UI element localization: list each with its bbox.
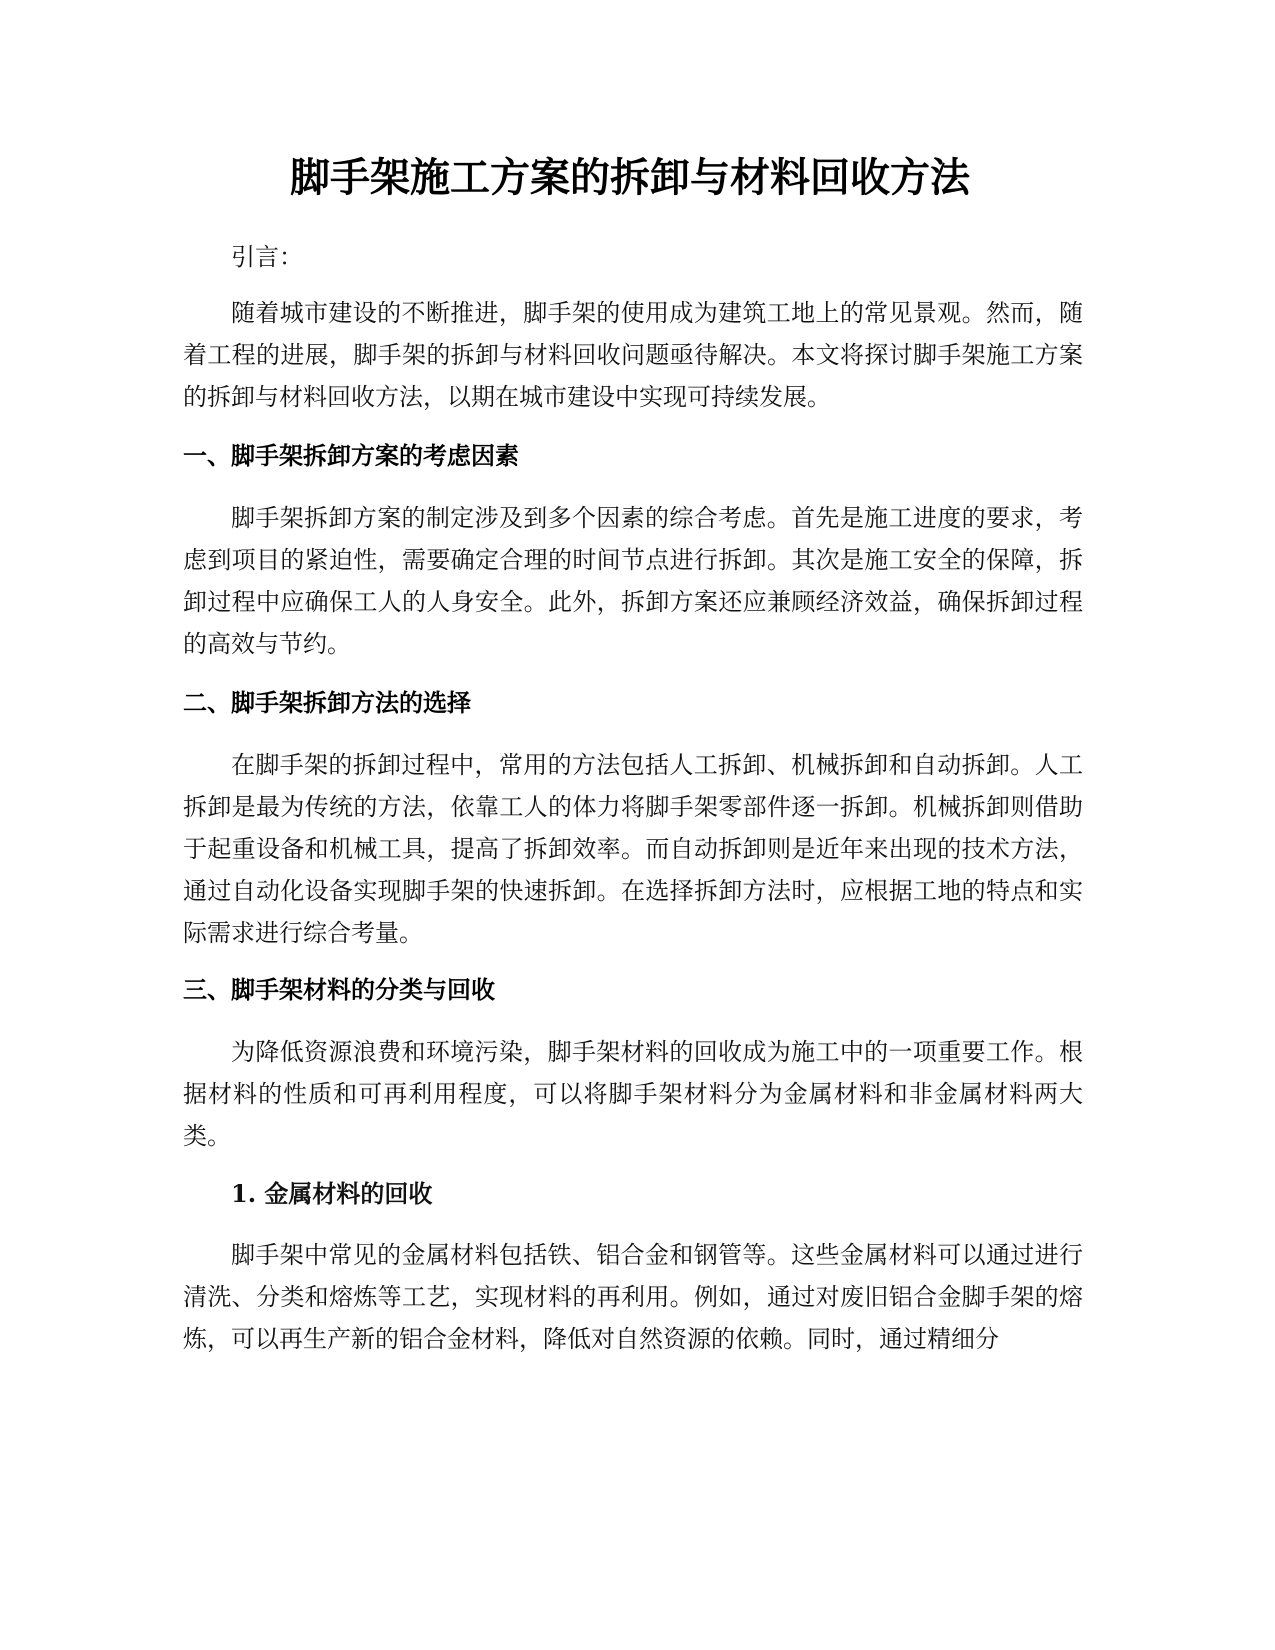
section-3-paragraph: 为降低资源浪费和环境污染，脚手架材料的回收成为施工中的一项重要工作。根据材料的性质和可再利用程度，可以将脚手架材料分为金属材料和非金属材料两大类。	[183, 1038, 1083, 1150]
intro-label: 引言：	[231, 243, 303, 271]
section-2-heading: 二、脚手架拆卸方法的选择	[183, 689, 471, 717]
intro-paragraph: 随着城市建设的不断推进，脚手架的使用成为建筑工地上的常见景观。然而，随着工程的进展，脚手架的拆卸与材料回收问题亟待解决。本文将探讨脚手架施工方案的拆卸与材料回收方法，以期在城市建设中实现可持续发展。	[183, 299, 1083, 411]
section-1-heading: 一、脚手架拆卸方案的考虑因素	[183, 442, 519, 470]
section-2-paragraph: 在脚手架的拆卸过程中，常用的方法包括人工拆卸、机械拆卸和自动拆卸。人工拆卸是最为传统的方法，依靠工人的体力将脚手架零部件逐一拆卸。机械拆卸则借助于起重设备和机械工具，提高了拆卸效率。而自动拆卸则是近年来出现的技术方法，通过自动化设备实现脚手架的快速拆卸。在选择拆卸方法时，应根据工地的特点和实际需求进行综合考量。	[183, 751, 1083, 947]
section-3-heading: 三、脚手架材料的分类与回收	[183, 976, 495, 1004]
section-3-subheading: 1. 金属材料的回收	[231, 1179, 433, 1208]
section-3-sub-paragraph: 脚手架中常见的金属材料包括铁、铝合金和钢管等。这些金属材料可以通过进行清洗、分类和熔炼等工艺，实现材料的再利用。例如，通过对废旧铝合金脚手架的熔炼，可以再生产新的铝合金材料，降低对自然资源的依赖。同时，通过精细分	[183, 1241, 1083, 1353]
section-1-paragraph: 脚手架拆卸方案的制定涉及到多个因素的综合考虑。首先是施工进度的要求，考虑到项目的紧迫性，需要确定合理的时间节点进行拆卸。其次是施工安全的保障，拆卸过程中应确保工人的人身安全。此外，拆卸方案还应兼顾经济效益，确保拆卸过程的高效与节约。	[183, 504, 1083, 658]
document-title: 脚手架施工方案的拆卸与材料回收方法	[290, 155, 970, 201]
